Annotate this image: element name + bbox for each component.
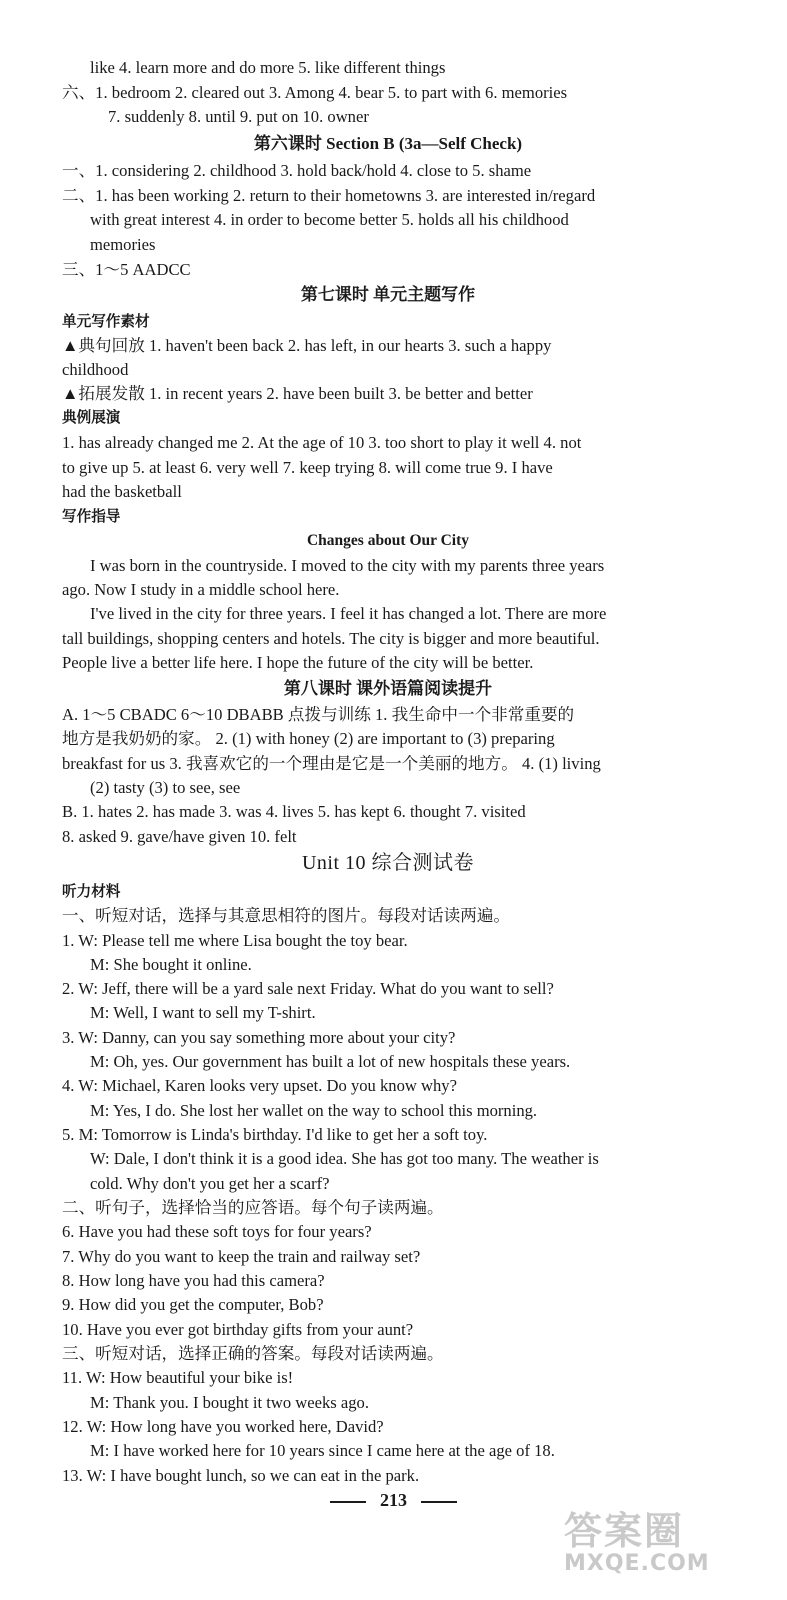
text-line: 1. has already changed me 2. At the age of 10 3. too short to play it well 4. not <box>62 433 582 452</box>
text-line: M: Thank you. I bought it two weeks ago. <box>90 1393 369 1412</box>
text-line: 13. W: I have bought lunch, so we can eat in the park. <box>62 1466 420 1485</box>
text-line: M: Well, I want to sell my T-shirt. <box>90 1003 316 1022</box>
text-line: People live a better life here. I hope the future of the city will be better. <box>62 653 534 672</box>
section-heading: 第六课时 Section B (3a—Self Check) <box>253 134 523 153</box>
text-line: M: Yes, I do. She lost her wallet on the way to school this morning. <box>90 1101 538 1120</box>
text-line: childhood <box>62 360 129 379</box>
page-number-dash-left <box>330 1501 366 1503</box>
text-line: 6. Have you had these soft toys for four years? <box>62 1222 372 1241</box>
text-line: 六、1. bedroom 2. cleared out 3. Among 4. bear 5. to part with 6. memories <box>62 83 568 102</box>
text-line: 二、听句子，选择恰当的应答语。每个句子读两遍。 <box>62 1198 444 1217</box>
text-line: A. 1～5 CBADC 6～10 DBABB 点拨与训练 1. 我生命中一个非常重要的 <box>62 705 575 724</box>
section-heading: Unit 10 综合测试卷 <box>301 852 475 874</box>
text-line: W: Dale, I don't think it is a good idea. She has got too many. The weather is <box>90 1149 599 1168</box>
text-line: 地方是我奶奶的家。 2. (1) with honey (2) are important to (3) preparing <box>62 729 555 748</box>
text-line: B. 1. hates 2. has made 3. was 4. lives 5. has kept 6. thought 7. visited <box>62 802 526 821</box>
text-line: 一、听短对话，选择与其意思相符的图片。每段对话读两遍。 <box>62 906 511 925</box>
text-line: ▲拓展发散 1. in recent years 2. have been built 3. be better and better <box>62 384 533 403</box>
text-line: 三、1～5 AADCC <box>62 260 191 279</box>
text-line: 3. W: Danny, can you say something more about your city? <box>62 1028 456 1047</box>
text-line: 1. W: Please tell me where Lisa bought the toy bear. <box>62 931 408 950</box>
page-number-text: 213 <box>380 1490 407 1510</box>
text-line: 7. Why do you want to keep the train and railway set? <box>62 1247 421 1266</box>
text-line: 9. How did you get the computer, Bob? <box>62 1295 324 1314</box>
subsection-heading: 单元写作素材 <box>62 313 150 330</box>
text-line: M: I have worked here for 10 years since I came here at the age of 18. <box>90 1441 555 1460</box>
text-line: I've lived in the city for three years. I feel it has changed a lot. There are more <box>90 604 607 623</box>
text-line: 4. W: Michael, Karen looks very upset. Do you know why? <box>62 1076 457 1095</box>
text-line: M: Oh, yes. Our government has built a lot of new hospitals these years. <box>90 1052 571 1071</box>
text-line: like 4. learn more and do more 5. like different things <box>90 58 446 77</box>
text-line: to give up 5. at least 6. very well 7. keep trying 8. will come true 9. I have <box>62 458 553 477</box>
text-line: M: She bought it online. <box>90 955 252 974</box>
watermark-logo <box>564 1500 764 1578</box>
text-line: 11. W: How beautiful your bike is! <box>62 1368 294 1387</box>
text-line: tall buildings, shopping centers and hotels. The city is bigger and more beautiful. <box>62 629 600 648</box>
text-line: 10. Have you ever got birthday gifts from your aunt? <box>62 1320 414 1339</box>
subsection-heading: 听力材料 <box>62 883 121 900</box>
text-line: with great interest 4. in order to become better 5. holds all his childhood <box>90 210 569 229</box>
text-line: 一、1. considering 2. childhood 3. hold back/hold 4. close to 5. shame <box>62 161 532 180</box>
section-heading: Changes about Our City <box>306 532 470 549</box>
text-line: had the basketball <box>62 482 182 501</box>
text-line: 二、1. has been working 2. return to their hometowns 3. are interested in/regard <box>62 186 596 205</box>
text-line: (2) tasty (3) to see, see <box>90 778 241 797</box>
text-line: 12. W: How long have you worked here, David? <box>62 1417 384 1436</box>
section-heading: 第七课时 单元主题写作 <box>300 285 476 304</box>
text-line: ago. Now I study in a middle school here. <box>62 580 340 599</box>
text-line: 7. suddenly 8. until 9. put on 10. owner <box>108 107 369 126</box>
text-line: cold. Why don't you get her a scarf? <box>90 1174 330 1193</box>
watermark-url: MXQE.COM <box>564 1551 710 1576</box>
text-line: 8. asked 9. gave/have given 10. felt <box>62 827 297 846</box>
subsection-heading: 写作指导 <box>62 508 121 525</box>
text-line: memories <box>90 235 156 254</box>
subsection-heading: 典例展演 <box>62 409 121 426</box>
text-line: ▲典句回放 1. haven't been back 2. has left, in our hearts 3. such a happy <box>62 336 552 355</box>
text-line: 三、听短对话，选择正确的答案。每段对话读两遍。 <box>62 1344 444 1363</box>
text-line: breakfast for us 3. 我喜欢它的一个理由是它是一个美丽的地方。 4. (1) living <box>62 754 601 773</box>
page-number-dash-right <box>421 1501 457 1503</box>
text-line: 2. W: Jeff, there will be a yard sale next Friday. What do you want to sell? <box>62 979 554 998</box>
text-line: I was born in the countryside. I moved to the city with my parents three years <box>90 556 605 575</box>
text-line: 8. How long have you had this camera? <box>62 1271 325 1290</box>
watermark-glyphs: 答案圈 <box>564 1509 685 1553</box>
section-heading: 第八课时 课外语篇阅读提升 <box>283 679 493 698</box>
text-line: 5. M: Tomorrow is Linda's birthday. I'd like to get her a soft toy. <box>62 1125 488 1144</box>
